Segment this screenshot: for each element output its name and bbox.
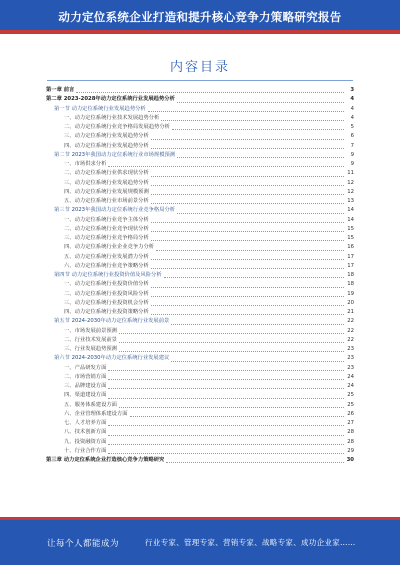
toc-entry[interactable] (46, 243, 354, 252)
toc-leader-dots (108, 369, 344, 371)
toc-entry-label: 二、动力定位系统行业投资风险分析 (64, 290, 149, 297)
toc-leader-dots (151, 295, 344, 297)
toc-entry-page: 17 (347, 253, 354, 260)
title-divider (47, 80, 353, 81)
toc-entry[interactable] (46, 169, 354, 178)
toc-entry-label: 五、动力定位系统行业发展潜力分析 (64, 253, 149, 260)
toc-leader-dots (108, 387, 344, 389)
toc-entry-label: 第二章 2023-2028年动力定位系统行业发展趋势分析 (46, 96, 175, 103)
toc-entry[interactable] (46, 262, 354, 271)
toc-leader-dots (108, 424, 344, 426)
toc-entry-page: 23 (347, 346, 354, 352)
toc-entry-label: 三、动力定位系统行业投资机会分析 (64, 299, 149, 306)
toc-entry-page: 6 (350, 133, 354, 140)
toc-entry[interactable] (46, 308, 354, 317)
toc-entry-page: 4 (350, 96, 354, 103)
toc-entry-label: 二、动力定位系统行业竞争现状分析 (64, 225, 149, 232)
toc-leader-dots (151, 184, 344, 186)
toc-entry-label: 一、动力定位系统行业投资价值分析 (64, 281, 149, 288)
toc-entry-page: 13 (347, 198, 354, 204)
toc-entry[interactable] (46, 280, 354, 289)
toc-entry-page: 24 (347, 373, 354, 380)
toc-leader-dots (130, 415, 344, 417)
toc-entry-label: 四、动力定位系统行业企业竞争力分析 (64, 244, 155, 251)
toc-entry[interactable] (46, 364, 354, 373)
toc-entry-label: 三、动力定位系统行业发展趋势分析 (64, 179, 149, 186)
toc-entry[interactable] (46, 345, 354, 354)
toc-entry-label: 十、行业合作方面 (64, 447, 107, 454)
toc-entry-label: 第一节 动力定位系统行业发展趋势分析 (54, 105, 146, 112)
toc-entry[interactable] (46, 123, 354, 132)
toc-entry-label: 第三章 动力定位系统企业打造核心竞争力策略研究 (46, 457, 165, 463)
toc-entry-page: 26 (347, 410, 354, 417)
toc-entry[interactable] (46, 95, 354, 104)
toc-leader-dots (166, 461, 344, 463)
toc-entry[interactable] (46, 382, 354, 391)
toc-entry-label: 五、动力定位系统行业市场前景分析 (64, 198, 149, 204)
toc-entry-page: 12 (347, 188, 354, 195)
toc-entry-label: 二、动力定位系统行业供求现状分析 (64, 170, 149, 177)
header-accent-line (0, 30, 400, 34)
toc-entry-page: 5 (350, 124, 354, 130)
toc-leader-dots (151, 175, 344, 177)
toc-leader-dots (151, 304, 344, 306)
toc-entry-page: 19 (347, 290, 354, 297)
toc-leader-dots (151, 193, 344, 195)
toc-leader-dots (76, 91, 344, 93)
toc-leader-dots (108, 397, 344, 399)
toc-entry-label: 三、动力定位系统行业发展趋势分析 (64, 133, 149, 140)
toc-entry-page: 14 (347, 207, 354, 214)
toc-leader-dots (148, 110, 344, 112)
toc-entry[interactable] (46, 197, 354, 206)
toc-entry-page: 11 (347, 170, 354, 177)
toc-entry-label: 三、动力定位系统行业竞争格局分析 (64, 235, 149, 241)
toc-entry[interactable] (46, 105, 354, 114)
footer-slogan: 让每个人都能成为 (47, 539, 120, 549)
toc-leader-dots (119, 406, 344, 408)
toc-entry-label: 第四节 动力定位系统行业投资价值及风险分析 (54, 272, 162, 278)
toc-entry-page: 18 (347, 272, 354, 278)
toc-leader-dots (151, 230, 344, 232)
toc-entry[interactable] (46, 142, 354, 151)
toc-entry-label: 第一章 前言 (46, 87, 75, 93)
toc-leader-dots (171, 323, 344, 325)
toc-entry-page: 25 (347, 401, 354, 408)
toc-entry-page: 4 (350, 105, 354, 112)
toc-leader-dots (108, 434, 344, 436)
toc-entry-page: 28 (347, 438, 354, 445)
table-of-contents (46, 86, 354, 465)
toc-entry-label: 二、市场营销方面 (64, 373, 107, 380)
toc-entry-page: 9 (350, 151, 354, 158)
toc-entry-label: 四、动力定位系统行业投资策略分析 (64, 309, 149, 315)
toc-leader-dots (172, 128, 344, 130)
toc-leader-dots (164, 276, 344, 278)
toc-entry-page: 4 (350, 114, 354, 121)
toc-entry-page: 23 (347, 364, 354, 371)
toc-entry[interactable] (46, 317, 354, 326)
toc-leader-dots (119, 350, 344, 352)
toc-leader-dots (161, 119, 344, 121)
toc-entry-page: 29 (347, 447, 354, 454)
toc-heading (0, 56, 400, 75)
toc-entry-page: 25 (347, 392, 354, 399)
toc-entry[interactable] (46, 438, 354, 447)
toc-leader-dots (119, 341, 344, 343)
toc-leader-dots (108, 165, 344, 167)
toc-entry[interactable] (46, 188, 354, 197)
toc-leader-dots (151, 202, 344, 204)
toc-entry-label: 一、市场发展前景预测 (64, 327, 117, 334)
toc-entry[interactable] (46, 428, 354, 437)
toc-entry-label: 二、行业技术发展前景 (64, 336, 117, 343)
toc-entry-label: 六、动力定位系统行业竞争策略分析 (64, 262, 149, 269)
toc-entry-page: 21 (347, 309, 354, 315)
toc-entry-label: 九、投资融资方面 (64, 438, 107, 445)
report-title: 动力定位系统企业打造和提升核心竞争力策略研究报告 (58, 10, 342, 24)
toc-entry[interactable] (46, 299, 354, 308)
toc-leader-dots (108, 452, 344, 454)
toc-entry[interactable] (46, 253, 354, 262)
toc-entry-label: 三、行业发展趋势预测 (64, 346, 117, 352)
toc-entry[interactable] (46, 401, 354, 410)
toc-leader-dots (151, 138, 344, 140)
toc-entry[interactable] (46, 234, 354, 243)
toc-entry[interactable] (46, 419, 354, 428)
toc-entry[interactable] (46, 86, 354, 95)
toc-entry[interactable] (46, 271, 354, 280)
toc-entry-page: 30 (346, 457, 354, 463)
toc-entry-label: 第二节 2023年我国动力定位系统行业市场规模预测 (54, 151, 176, 158)
toc-entry[interactable] (46, 206, 354, 215)
toc-entry[interactable] (46, 373, 354, 382)
toc-leader-dots (151, 147, 344, 149)
toc-entry-label: 八、技术创新方面 (64, 429, 107, 436)
toc-leader-dots (151, 286, 344, 288)
toc-entry-label: 第三节 2023年我国动力定位系统行业竞争格局分析 (54, 207, 176, 214)
toc-entry-label: 一、产品研发方面 (64, 364, 107, 371)
toc-leader-dots (156, 249, 344, 251)
toc-entry-label: 第六节 2024-2030年动力定位系统行业发展建议 (54, 355, 170, 362)
toc-entry-page: 22 (347, 318, 354, 325)
toc-entry-page: 28 (347, 429, 354, 436)
toc-entry[interactable] (46, 290, 354, 299)
toc-entry[interactable] (46, 225, 354, 234)
toc-leader-dots (151, 258, 344, 260)
toc-entry-page: 12 (347, 179, 354, 186)
toc-entry-label: 第五节 2024-2030年动力定位系统行业发展前景 (54, 318, 170, 325)
toc-entry-label: 六、企业管理体系建设方面 (64, 410, 128, 417)
toc-leader-dots (151, 267, 344, 269)
toc-entry-label: 一、动力定位系统行业技术发展趋势分析 (64, 114, 160, 121)
toc-entry-page: 15 (347, 235, 354, 241)
toc-entry-page: 18 (347, 281, 354, 288)
toc-entry[interactable] (46, 456, 354, 465)
toc-entry-label: 四、动力定位系统行业发展趋势分析 (64, 142, 149, 149)
toc-entry-page: 20 (347, 299, 354, 306)
toc-entry[interactable] (46, 151, 354, 160)
toc-entry-page: 24 (347, 383, 354, 389)
toc-entry[interactable] (46, 391, 354, 400)
toc-entry-label: 三、品牌建设方面 (64, 383, 107, 389)
footer-roles: 行业专家、管理专家、营销专家、战略专家、成功企业家…… (145, 538, 356, 547)
toc-leader-dots (119, 332, 344, 334)
toc-entry-page: 23 (347, 355, 354, 362)
report-header (0, 0, 400, 34)
toc-entry[interactable] (46, 447, 354, 456)
toc-entry-page: 14 (347, 216, 354, 223)
toc-entry-page: 27 (347, 420, 354, 426)
toc-entry-label: 四、渠道建设方面 (64, 392, 107, 399)
toc-entry[interactable] (46, 114, 354, 123)
toc-entry[interactable] (46, 410, 354, 419)
toc-entry-label: 四、动力定位系统行业发展规模预测 (64, 188, 149, 195)
toc-entry-page: 7 (350, 142, 354, 149)
toc-entry[interactable] (46, 216, 354, 225)
toc-entry[interactable] (46, 179, 354, 188)
toc-leader-dots (177, 101, 344, 103)
toc-entry[interactable] (46, 354, 354, 363)
page-title: 内容目录 (169, 60, 230, 75)
toc-entry-page: 15 (347, 225, 354, 232)
toc-entry[interactable] (46, 132, 354, 141)
report-footer (0, 520, 400, 565)
toc-leader-dots (151, 221, 344, 223)
toc-entry-page: 16 (347, 244, 354, 251)
toc-leader-dots (151, 239, 344, 241)
toc-entry-page: 9 (350, 161, 354, 167)
toc-leader-dots (108, 443, 344, 445)
toc-entry-label: 一、市场供求分析 (64, 161, 107, 167)
toc-entry[interactable] (46, 336, 354, 345)
toc-entry-label: 一、动力定位系统行业竞争主体分析 (64, 216, 149, 223)
toc-leader-dots (151, 313, 344, 315)
toc-leader-dots (171, 360, 344, 362)
toc-leader-dots (108, 378, 344, 380)
toc-entry-label: 二、动力定位系统行业竞争格局发展趋势分析 (64, 124, 170, 130)
toc-entry-page: 22 (347, 336, 354, 343)
toc-entry-page: 17 (347, 262, 354, 269)
toc-entry-label: 五、服务体系建设方面 (64, 401, 117, 408)
toc-leader-dots (177, 212, 344, 214)
toc-entry[interactable] (46, 160, 354, 169)
toc-entry[interactable] (46, 327, 354, 336)
toc-entry-page: 22 (347, 327, 354, 334)
toc-entry-label: 七、人才培养方面 (64, 420, 107, 426)
toc-leader-dots (177, 156, 344, 158)
toc-entry-page: 3 (350, 87, 354, 93)
